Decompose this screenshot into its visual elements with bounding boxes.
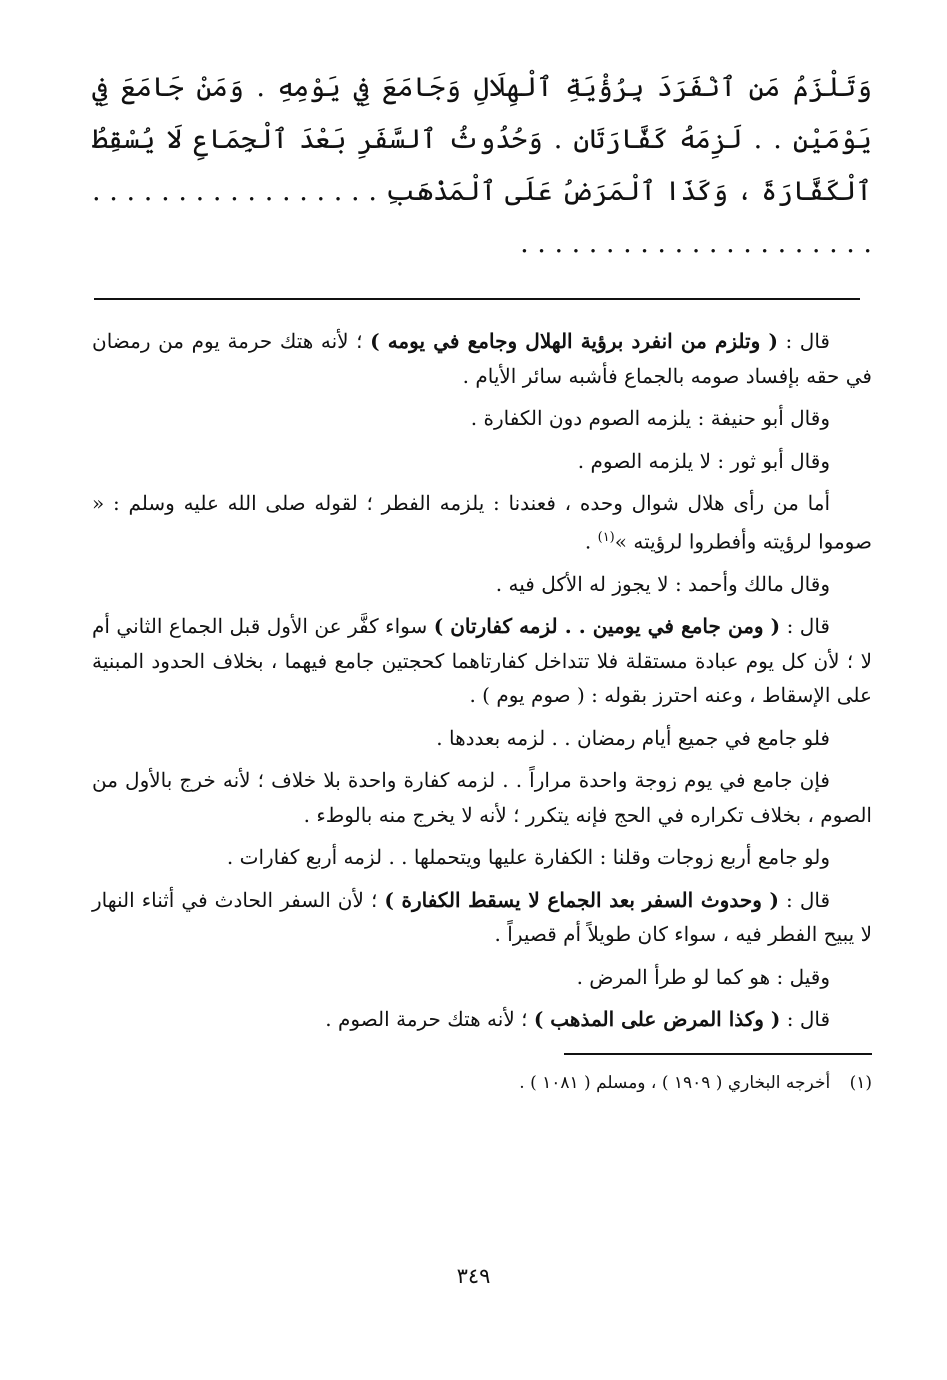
commentary-paragraph [92,486,872,559]
quoted-matn: ( وتلزم من انفرد برؤية الهلال وجامع في يومه ) [370,329,778,353]
commentary-paragraph: فلو جامع في جميع أيام رمضان . . لزمه بعددها . [436,725,830,750]
commentary-paragraph [92,609,872,713]
commentary-paragraph [92,1002,872,1037]
footnote-divider [564,1053,872,1055]
commentary-text: ؛ لأنه هتك حرمة الصوم . [325,1007,534,1032]
page-body [92,62,872,1097]
matn-body: وَتَلْزَمُ مَنِ ٱنْفَرَدَ بِرُؤْيَةِ ٱلْهِلَالِ وَجَامَعَ فِي يَوْمِهِ . وَمَنْ جَامَعَ فِي يَوْمَيْنِ . . لَزِمَهُ كَفَّارَتَانِ . وَحُدُوثُ ٱلسَّفَرِ بَعْدَ ٱلْجِمَاعِ لَا يُسْقِطُ ٱلْكَفَّارَةَ ، وَكَذَا ٱلْمَرَضُ عَلَى ٱلْمَذْهَبِ . [92,72,872,207]
commentary [92,324,872,1037]
commentary-paragraph: ولو جامع أربع زوجات وقلنا : الكفارة عليها ويتحملها . . لزمه أربع كفارات . [226,845,830,870]
commentary-text: . [584,529,598,554]
matn-dots: . . . . . . . . . . . . . . . . . . . . . . . . . . . . . . . . . . . . . [92,176,872,259]
commentary-paragraph: وقال أبو حنيفة : يلزمه الصوم دون الكفارة . [470,406,830,430]
quoted-matn: ( وحدوث السفر بعد الجماع لا يسقط الكفارة ) [384,887,779,912]
commentary-text: سواء كفَّر عن الأول قبل الجماع الثاني أم لا ؛ لأن كل يوم عبادة مستقلة فلا تتداخل كفارتاهما كحجتين جامع فيهما ، بخلاف الحدود المبنية على الإسقاط ، وعنه احترز بقوله : ( صوم يوم ) . [92,614,872,708]
commentary-paragraph: وقال مالك وأحمد : لا يجوز له الأكل فيه . [495,571,830,596]
quoted-matn: ( ومن جامع في يومين . . لزمه كفارتان ) [433,614,781,639]
qala-label: قال : [780,1007,830,1032]
footnote-reference[interactable]: (١) [597,529,615,545]
footnote-number: (١) [849,1072,872,1093]
page-number: ٣٤٩ [456,1264,491,1288]
quoted-matn: ( وكذا المرض على المذهب ) [533,1007,781,1032]
commentary-text: ؛ لأن السفر الحادث في أثناء النهار لا يبيح الفطر فيه ، سواء كان طويلاً أم قصيراً . [92,887,872,947]
matn-text [92,62,872,270]
commentary-paragraph [92,883,872,952]
qala-label: قال : [778,887,831,912]
commentary-text: ؛ لأنه هتك حرمة يوم من رمضان في حقه بإفساد صومه بالجماع فأشبه سائر الأيام . [92,329,872,388]
section-divider [94,298,860,300]
commentary-paragraph: فإن جامع في يوم زوجة واحدة مراراً . . لزمه كفارة واحدة بلا خلاف ؛ لأنه خرج بالأول من الصوم ، بخلاف تكراره في الحج فإنه يتكرر ؛ لأنه لا يخرج منه بالوطء . [92,768,872,827]
qala-label: قال : [777,329,830,353]
commentary-paragraph: وقال أبو ثور : لا يلزمه الصوم . [577,448,830,473]
footnote [92,1069,872,1097]
footnote-text: أخرجه البخاري ( ١٩٠٩ ) ، ومسلم ( ١٠٨١ ) . [519,1072,831,1093]
commentary-text: أما من رأى هلال شوال وحده ، فعندنا : يلزمه الفطر ؛ لقوله صلى الله عليه وسلم : « صوموا لرؤيته وأفطروا لرؤيته » [92,491,872,554]
commentary-paragraph [92,324,872,393]
commentary-paragraph: وقيل : هو كما لو طرأ المرض . [576,964,830,989]
qala-label: قال : [780,614,830,639]
